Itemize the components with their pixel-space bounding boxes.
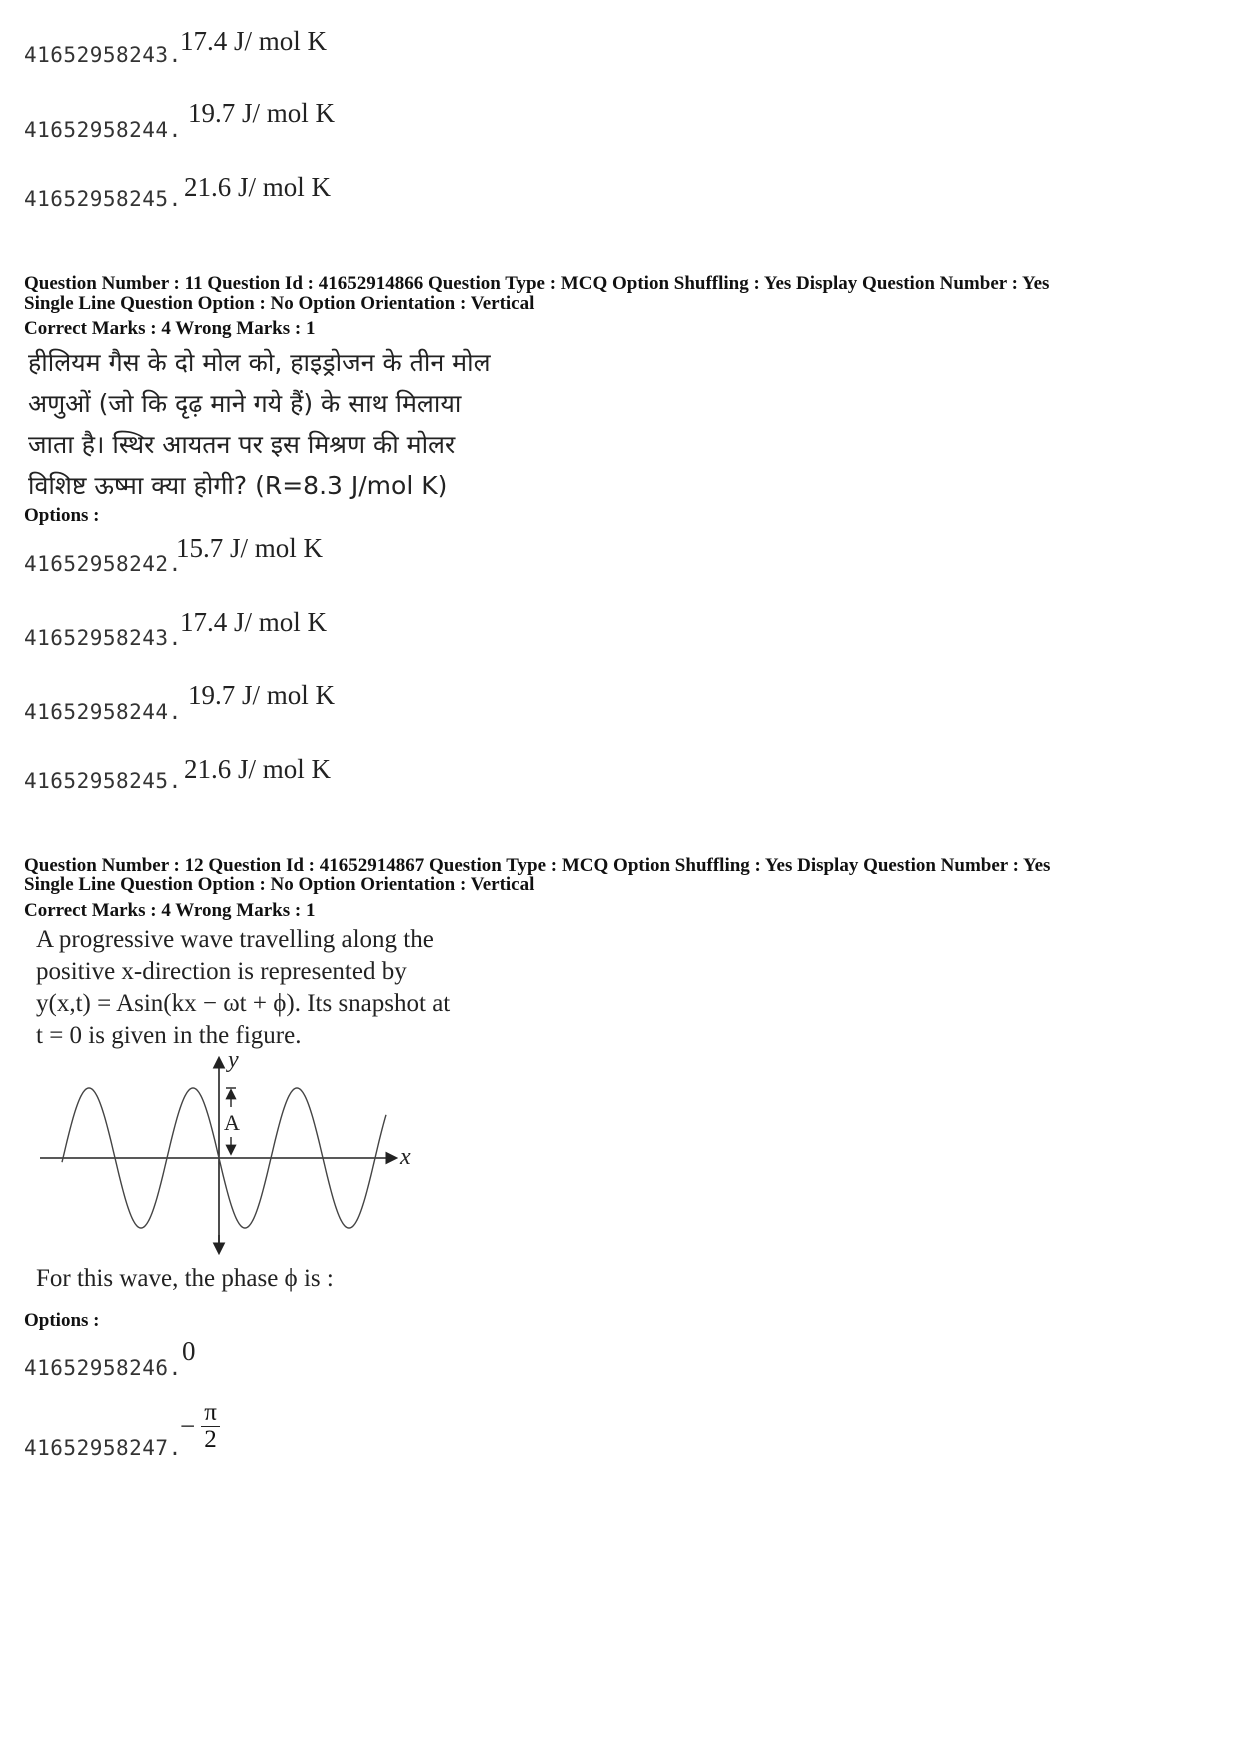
amplitude-label: A (224, 1110, 240, 1135)
option-id: 41652958243. (24, 626, 182, 650)
question-text-line: हीलियम गैस के दो मोल को, हाइड्रोजन के तीन मोल (28, 348, 491, 377)
question-text (36, 924, 556, 1052)
option-value-fraction (180, 1400, 220, 1453)
option-id: 41652958245. (24, 187, 182, 211)
question-meta: Question Number : 11 Question Id : 41652914866 Question Type : MCQ Option Shuffling : Yes Display Question Number : Yes (24, 273, 1050, 294)
option-value: 21.6 J/ mol K (184, 172, 332, 202)
question-marks: Correct Marks : 4 Wrong Marks : 1 (24, 900, 316, 921)
question-text-line: y(x,t) = Asin(kx − ωt + ϕ). Its snapshot at (36, 990, 451, 1017)
question-text (28, 342, 548, 506)
question-text-line: विशिष्ट ऊष्मा क्या होगी? (R=8.3 J/mol K) (28, 471, 448, 500)
y-axis-label: y (228, 1047, 239, 1073)
fraction (201, 1400, 220, 1453)
option-id: 41652958244. (24, 700, 182, 724)
question-marks: Correct Marks : 4 Wrong Marks : 1 (24, 318, 316, 339)
question-followup-text: For this wave, the phase ϕ is : (36, 1265, 334, 1292)
option-value: 17.4 J/ mol K (180, 607, 328, 637)
option-value: 19.7 J/ mol K (188, 98, 336, 128)
question-meta-2: Single Line Question Option : No Option Orientation : Vertical (24, 874, 535, 895)
question-meta-2: Single Line Question Option : No Option Orientation : Vertical (24, 293, 535, 314)
option-value: 19.7 J/ mol K (188, 680, 336, 710)
question-text-line: जाता है। स्थिर आयतन पर इस मिश्रण की मोलर (28, 430, 456, 459)
option-value: 15.7 J/ mol K (176, 533, 324, 563)
option-id: 41652958244. (24, 118, 182, 142)
x-axis-label: x (400, 1144, 411, 1170)
question-text-line: A progressive wave travelling along the (36, 926, 434, 953)
wave-figure (30, 1045, 430, 1260)
question-text-line: t = 0 is given in the figure. (36, 1022, 302, 1049)
options-label: Options : (24, 505, 100, 526)
option-id: 41652958245. (24, 769, 182, 793)
option-value: 21.6 J/ mol K (184, 754, 332, 784)
fraction-denominator: 2 (204, 1426, 217, 1453)
options-label: Options : (24, 1310, 100, 1331)
option-value: 17.4 J/ mol K (180, 26, 328, 56)
question-text-line: अणुओं (जो कि दृढ़ माने गये हैं) के साथ मिलाया (28, 389, 462, 418)
question-meta: Question Number : 12 Question Id : 41652914867 Question Type : MCQ Option Shuffling : Yes Display Question Number : Yes (24, 855, 1051, 876)
option-id: 41652958243. (24, 43, 182, 67)
option-id: 41652958242. (24, 552, 182, 576)
fraction-numerator: π (201, 1400, 220, 1427)
question-text-line: positive x-direction is represented by (36, 958, 407, 985)
option-value: 0 (182, 1336, 196, 1366)
option-id: 41652958247. (24, 1436, 182, 1460)
fraction-sign: − (180, 1411, 196, 1441)
option-id: 41652958246. (24, 1356, 182, 1380)
